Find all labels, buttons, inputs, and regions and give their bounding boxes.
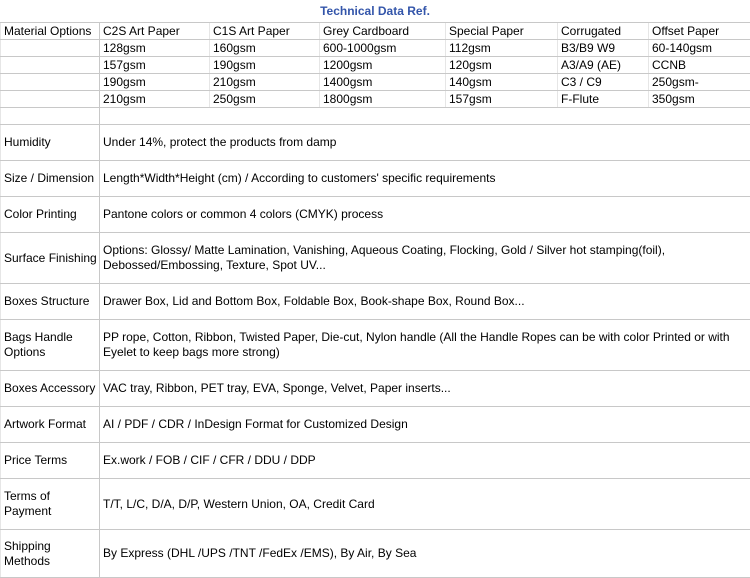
spec-row-surface-finishing	[1, 233, 750, 284]
material-cell: 190gsm	[100, 74, 210, 91]
material-cell: 160gsm	[210, 40, 320, 57]
spec-label: Artwork Format	[1, 407, 100, 443]
material-cell: 250gsm	[210, 91, 320, 108]
material-header-cell: C1S Art Paper	[210, 23, 320, 40]
material-cell: 210gsm	[100, 91, 210, 108]
spec-value: T/T, L/C, D/A, D/P, Western Union, OA, Credit Card	[100, 479, 750, 530]
spec-label: Size / Dimension	[1, 161, 100, 197]
empty-cell	[1, 108, 100, 125]
material-cell: 128gsm	[100, 40, 210, 57]
spec-row-humidity	[1, 125, 750, 161]
spec-row-payment-terms	[1, 479, 750, 530]
material-cell: 157gsm	[446, 91, 558, 108]
material-cell: F-Flute	[558, 91, 649, 108]
material-cell: 350gsm	[649, 91, 750, 108]
spec-label: Humidity	[1, 125, 100, 161]
spec-value: Under 14%, protect the products from damp	[100, 125, 750, 161]
spec-value: Length*Width*Height (cm) / According to customers' specific requirements	[100, 161, 750, 197]
material-cell: 112gsm	[446, 40, 558, 57]
material-cell: CCNB	[649, 57, 750, 74]
spec-value: Ex.work / FOB / CIF / CFR / DDU / DDP	[100, 443, 750, 479]
material-header-cell: Corrugated	[558, 23, 649, 40]
spec-label: Shipping Methods	[1, 530, 100, 578]
technical-data-table	[0, 22, 750, 578]
spec-row-size	[1, 161, 750, 197]
material-cell: C3 / C9	[558, 74, 649, 91]
spec-row-boxes-structure	[1, 284, 750, 320]
spec-value: Drawer Box, Lid and Bottom Box, Foldable Box, Book-shape Box, Round Box...	[100, 284, 750, 320]
spec-row-price-terms	[1, 443, 750, 479]
material-cell: 210gsm	[210, 74, 320, 91]
empty-cell	[100, 108, 750, 125]
spec-label: Price Terms	[1, 443, 100, 479]
material-header-cell: Special Paper	[446, 23, 558, 40]
page-title: Technical Data Ref.	[0, 0, 750, 22]
spec-row-shipping-methods	[1, 530, 750, 578]
empty-cell	[1, 91, 100, 108]
material-cell: 140gsm	[446, 74, 558, 91]
material-cell: 1200gsm	[320, 57, 446, 74]
material-header-cell: Grey Cardboard	[320, 23, 446, 40]
spec-row-color-printing	[1, 197, 750, 233]
material-cell: 250gsm-	[649, 74, 750, 91]
spec-label: Boxes Structure	[1, 284, 100, 320]
spec-label: Bags Handle Options	[1, 320, 100, 371]
material-cell: 157gsm	[100, 57, 210, 74]
material-header-cell: Offset Paper	[649, 23, 750, 40]
spec-value: Pantone colors or common 4 colors (CMYK) process	[100, 197, 750, 233]
spec-value: VAC tray, Ribbon, PET tray, EVA, Sponge, Velvet, Paper inserts...	[100, 371, 750, 407]
material-cell: A3/A9 (AE)	[558, 57, 649, 74]
spec-row-handle-options	[1, 320, 750, 371]
spec-value: Options: Glossy/ Matte Lamination, Vanishing, Aqueous Coating, Flocking, Gold / Silver hot stamping(foil), Debossed/Embossing, Texture, Spot UV...	[100, 233, 750, 284]
material-cell: 1400gsm	[320, 74, 446, 91]
spec-label: Terms of Payment	[1, 479, 100, 530]
empty-cell	[1, 57, 100, 74]
material-cell: 60-140gsm	[649, 40, 750, 57]
spec-label: Color Printing	[1, 197, 100, 233]
material-cell: B3/B9 W9	[558, 40, 649, 57]
spec-row-boxes-accessory	[1, 371, 750, 407]
material-row	[1, 91, 750, 108]
material-row	[1, 57, 750, 74]
material-row	[1, 40, 750, 57]
spec-label: Boxes Accessory	[1, 371, 100, 407]
material-header-row	[1, 23, 750, 40]
material-header-cell: C2S Art Paper	[100, 23, 210, 40]
spacer-row	[1, 108, 750, 125]
material-row	[1, 74, 750, 91]
spec-row-artwork-format	[1, 407, 750, 443]
spec-value: By Express (DHL /UPS /TNT /FedEx /EMS), By Air, By Sea	[100, 530, 750, 578]
empty-cell	[1, 40, 100, 57]
empty-cell	[1, 74, 100, 91]
spec-value: PP rope, Cotton, Ribbon, Twisted Paper, Die-cut, Nylon handle (All the Handle Ropes can be with color Printed or with Eyelet to keep bags more strong)	[100, 320, 750, 371]
spec-label: Surface Finishing	[1, 233, 100, 284]
material-cell: 600-1000gsm	[320, 40, 446, 57]
material-cell: 1800gsm	[320, 91, 446, 108]
spec-value: AI / PDF / CDR / InDesign Format for Customized Design	[100, 407, 750, 443]
material-cell: 190gsm	[210, 57, 320, 74]
material-cell: 120gsm	[446, 57, 558, 74]
material-options-label: Material Options	[1, 23, 100, 40]
